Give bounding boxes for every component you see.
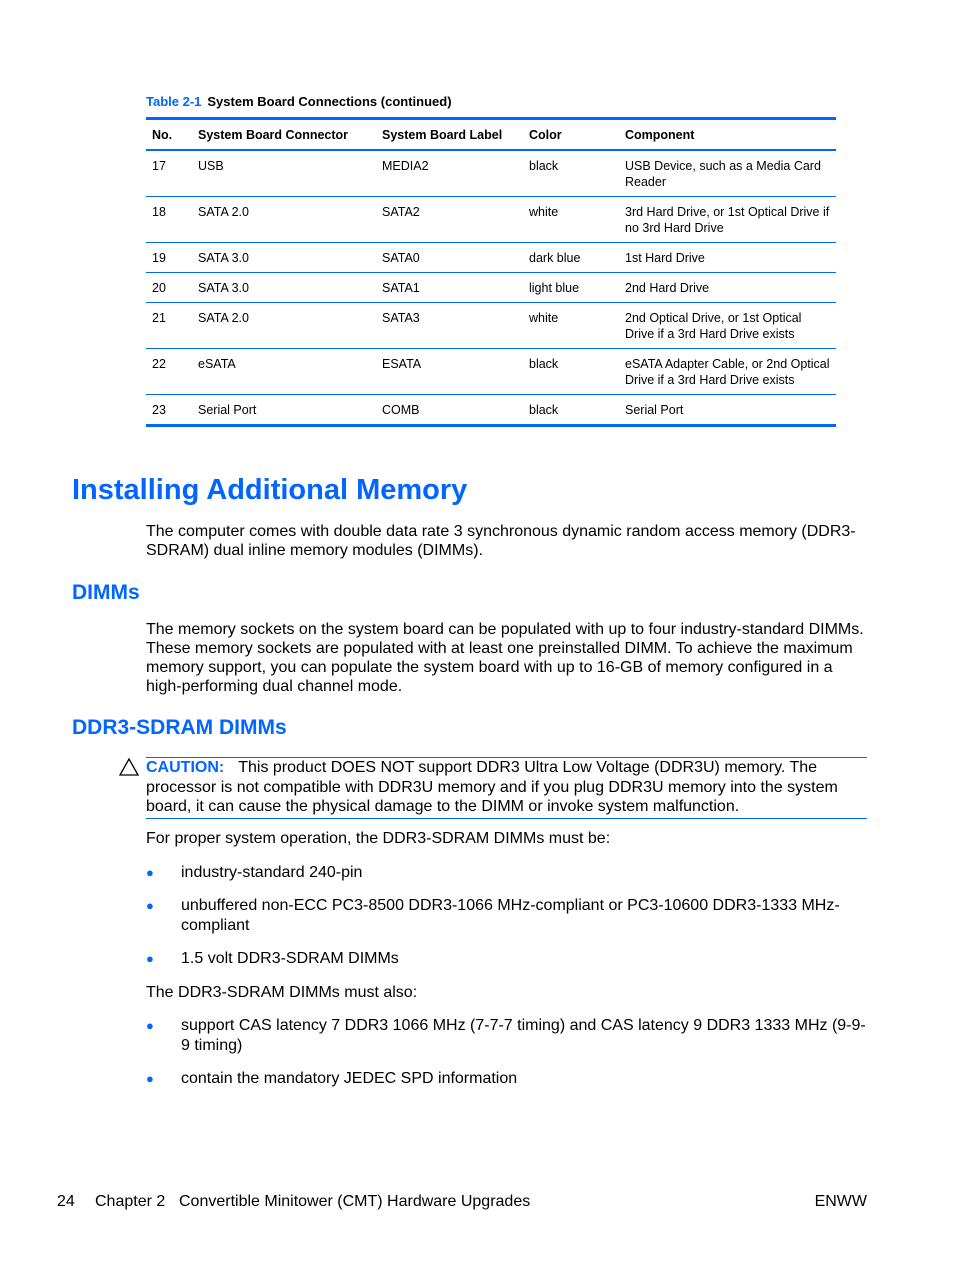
cell-connector: SATA 3.0 — [198, 251, 249, 265]
section-heading: Installing Additional Memory — [72, 474, 468, 506]
column-header-label: System Board Label — [382, 127, 503, 142]
cell-component: eSATA Adapter Cable, or 2nd Optical Drive if a 3rd Hard Drive exists — [625, 357, 830, 387]
cell-color: white — [529, 205, 559, 219]
cell-no: 18 — [152, 205, 166, 219]
must-also-intro: The DDR3-SDRAM DIMMs must also: — [146, 984, 418, 1001]
cell-label: MEDIA2 — [382, 159, 429, 173]
dimms-heading: DIMMs — [72, 581, 140, 604]
column-header-color: Color — [529, 127, 562, 142]
cell-no: 20 — [152, 281, 166, 295]
cell-label: COMB — [382, 403, 420, 417]
dimms-paragraph: The memory sockets on the system board can be populated with up to four industry-standard DIMMs. These memory sockets are populated with at least one preinstalled DIMM. To achieve the maximum memory support, you can populate the system board with up to 16-GB of memory configured in a high-performing dual channel mode. — [146, 621, 864, 695]
table-row — [146, 303, 836, 349]
caution-text: This product DOES NOT support DDR3 Ultra Low Voltage (DDR3U) memory. The processor is not compatible with DDR3U memory and if you plug DDR3U memory into the system board, it can cause the physical damage to the DIMM or invoke system malfunction. — [146, 759, 838, 815]
table-row — [146, 243, 836, 273]
cell-component: USB Device, such as a Media Card Reader — [625, 159, 821, 189]
must-be-intro: For proper system operation, the DDR3-SDRAM DIMMs must be: — [146, 830, 611, 847]
cell-label: SATA1 — [382, 281, 420, 295]
cell-component: 1st Hard Drive — [625, 251, 705, 265]
table-row — [146, 273, 836, 303]
table-number: Table 2-1 — [146, 94, 202, 109]
table-row — [146, 395, 836, 426]
cell-color: white — [529, 311, 559, 325]
cell-connector: SATA 2.0 — [198, 311, 249, 325]
table-row — [146, 197, 836, 243]
list-item-text: 1.5 volt DDR3-SDRAM DIMMs — [181, 950, 399, 967]
cell-color: light blue — [529, 281, 580, 295]
list-item-text: industry-standard 240-pin — [181, 864, 363, 881]
cell-no: 23 — [152, 403, 166, 417]
bullet-dot-icon: ● — [146, 865, 154, 880]
table-title: System Board Connections (continued) — [207, 94, 452, 109]
caution-note — [146, 757, 867, 819]
bullet-dot-icon: ● — [146, 951, 154, 966]
bullet-dot-icon: ● — [146, 1071, 154, 1086]
caution-label: CAUTION: — [146, 759, 225, 776]
cell-label: SATA0 — [382, 251, 420, 265]
table-row — [146, 150, 836, 197]
bullet-dot-icon: ● — [146, 1018, 154, 1033]
column-header-connector: System Board Connector — [198, 127, 349, 142]
cell-connector: Serial Port — [198, 403, 257, 417]
caution-triangle-icon — [118, 757, 140, 779]
footer-enww: ENWW — [814, 1193, 867, 1210]
cell-no: 21 — [152, 311, 166, 325]
cell-connector: SATA 2.0 — [198, 205, 249, 219]
bullet-dot-icon: ● — [146, 898, 154, 913]
list-item-text: contain the mandatory JEDEC SPD information — [181, 1070, 518, 1087]
table-row — [146, 349, 836, 395]
cell-connector: USB — [198, 159, 224, 173]
cell-no: 17 — [152, 159, 166, 173]
ddr3-heading: DDR3-SDRAM DIMMs — [72, 716, 287, 739]
cell-connector: eSATA — [198, 357, 236, 371]
list-item-text: unbuffered non-ECC PC3-8500 DDR3-1066 MHz-compliant or PC3-10600 DDR3-1333 MHz-compliant — [181, 897, 840, 934]
cell-color: black — [529, 403, 559, 417]
table-header-row — [146, 119, 836, 151]
cell-no: 19 — [152, 251, 166, 265]
cell-label: SATA3 — [382, 311, 420, 325]
footer-chapter-title: Convertible Minitower (CMT) Hardware Upgrades — [179, 1193, 531, 1210]
cell-component: 2nd Optical Drive, or 1st Optical Drive if a 3rd Hard Drive exists — [625, 311, 802, 341]
column-header-no: No. — [152, 127, 173, 142]
cell-component: Serial Port — [625, 403, 684, 417]
cell-color: dark blue — [529, 251, 581, 265]
cell-component: 3rd Hard Drive, or 1st Optical Drive if no 3rd Hard Drive — [625, 205, 830, 235]
cell-component: 2nd Hard Drive — [625, 281, 710, 295]
cell-label: SATA2 — [382, 205, 420, 219]
cell-color: black — [529, 159, 559, 173]
system-board-connections-table — [146, 117, 836, 427]
list-item-text: support CAS latency 7 DDR3 1066 MHz (7-7-7 timing) and CAS latency 9 DDR3 1333 MHz (9-9-9 timing) — [181, 1017, 866, 1054]
section-intro-paragraph: The computer comes with double data rate 3 synchronous dynamic random access memory (DDR3-SDRAM) dual inline memory modules (DIMMs). — [146, 523, 856, 559]
cell-color: black — [529, 357, 559, 371]
page-number: 24 — [57, 1193, 75, 1210]
column-header-component: Component — [625, 127, 695, 142]
cell-no: 22 — [152, 357, 166, 371]
cell-label: ESATA — [382, 357, 422, 371]
table-caption — [146, 94, 452, 109]
footer-chapter: Chapter 2 — [95, 1193, 166, 1210]
cell-connector: SATA 3.0 — [198, 281, 249, 295]
